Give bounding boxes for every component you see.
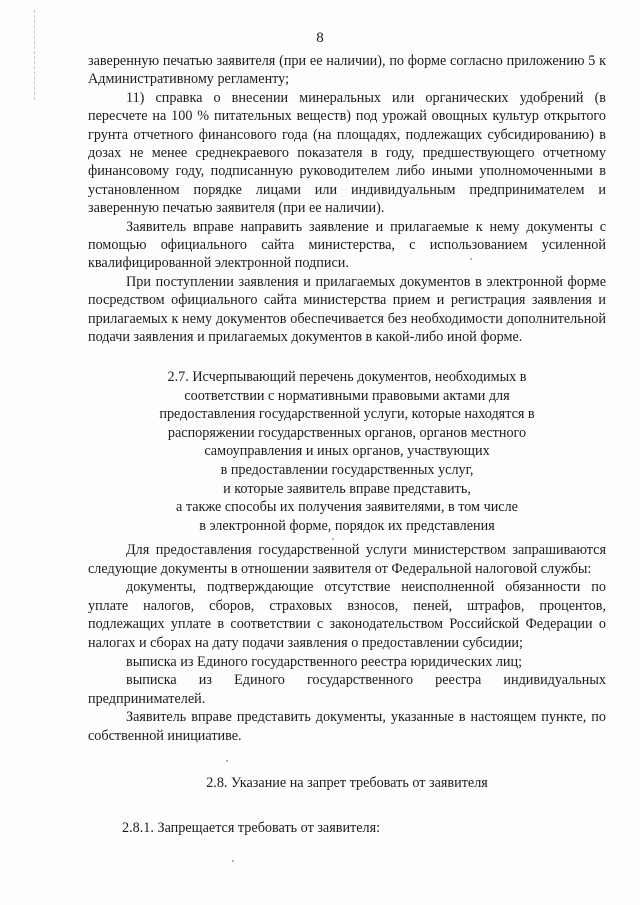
heading-line: в электронной форме, порядок их представления <box>199 517 495 534</box>
own-initiative-paragraph: Заявитель вправе представить документы, указанные в настоящем пункте, по собственной инициативе. <box>88 709 606 744</box>
scan-speck <box>226 760 228 762</box>
continuation-paragraph: заверенную печатью заявителя (при ее наличии), по форме согласно приложению 5 к Административному регламенту; <box>88 53 606 88</box>
egrip-paragraph: выписка из Единого государственного реестра индивидуальных предпринимателей. <box>88 672 606 707</box>
heading-line: в предоставлении государственных услуг, <box>220 461 474 478</box>
electronic-submit-paragraph: Заявитель вправе направить заявление и прилагаемые к нему документы с помощью официального сайта министерства, с использованием усиленной квалифицированной электронной подписи. <box>88 218 606 272</box>
fns-request-paragraph: Для предоставления государственной услуги министерством запрашиваются следующие документы в отношении заявителя от Федеральной налоговой службы: <box>88 542 606 577</box>
heading-line: соответствии с нормативными правовыми актами для <box>184 387 510 404</box>
section-27-heading <box>88 368 606 535</box>
tax-debt-paragraph: документы, подтверждающие отсутствие неисполненной обязанности по уплате налогов, сборов, страховых взносов, пеней, штрафов, процентов, подлежащих уплате в соответствии с законодательством Российской Федерации о налогах и сборах на дату подачи заявления о предоставлении субсидии; <box>88 579 606 651</box>
heading-line: распоряжении государственных органов, органов местного <box>167 424 527 441</box>
electronic-receipt-paragraph: При поступлении заявления и прилагаемых документов в электронной форме посредством официального сайта министерства прием и регистрация заявления и прилагаемых к нему документов обеспечивается без необходимости дополнительной подачи заявления и прилагаемых документов в какой-либо иной форме. <box>88 273 606 346</box>
heading-line: и которые заявитель вправе представить, <box>223 480 471 497</box>
egrul-paragraph: выписка из Единого государственного реестра юридических лиц; <box>126 653 523 670</box>
page-number: 8 <box>316 30 324 46</box>
scan-speck <box>332 538 334 540</box>
scan-speck <box>232 860 234 862</box>
intro-text-block <box>88 52 606 347</box>
item-11-paragraph: 11) справка о внесении минеральных или органических удобрений (в пересчете на 100 % питательных веществ) под урожай овощных культур открытого грунта отчетного финансового года (на площадях, подлежащих субсидированию) в дозах не менее среднекраевого показателя в году, предшествующего отчетному финансовому году, подписанную руководителем либо иными уполномоченными в установленном порядке лицами или индивидуальным предпринимателем и заверенную печатью заявителя (при ее наличии). <box>88 89 606 217</box>
section-28-heading: 2.8. Указание на запрет требовать от заявителя <box>206 775 488 791</box>
scan-speck <box>470 258 472 260</box>
scan-edge-mark <box>34 10 36 100</box>
heading-line: а также способы их получения заявителями, в том числе <box>176 499 518 516</box>
heading-line: самоуправления и иных органов, участвующих <box>204 443 490 460</box>
heading-line: 2.7. Исчерпывающий перечень документов, необходимых в <box>167 369 527 385</box>
subsection-281: 2.8.1. Запрещается требовать от заявителя: <box>122 820 381 836</box>
heading-line: предоставления государственной услуги, которые находятся в <box>159 406 535 423</box>
section-27-body <box>88 541 606 746</box>
